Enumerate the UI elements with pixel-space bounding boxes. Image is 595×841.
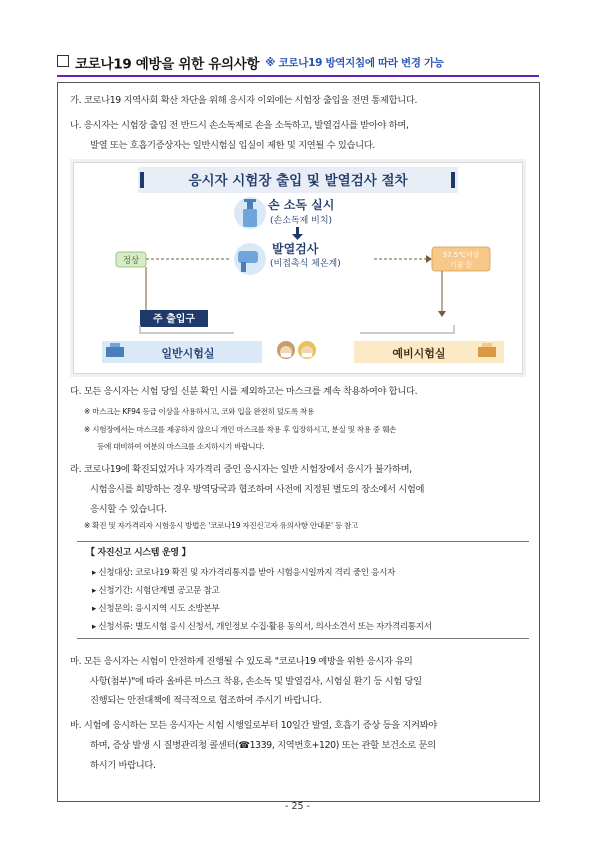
para-ma-line1: 마. 모든 응시자는 시험이 안전하게 진행될 수 있도록 "코로나19 예방을 위한 응시자 유의 [70, 656, 413, 667]
para-ba-line1: 바. 시험에 응시하는 모든 응시자는 시험 시행일로부터 10일간 발열, 호흡기 증상 등을 지켜봐야 [70, 720, 437, 731]
fever-arrow-head [426, 255, 432, 263]
title-bar-right [451, 172, 455, 188]
general-room-label: 일반시험실 [161, 347, 215, 360]
fever-label-1: 37.5℃이상 [442, 251, 480, 259]
self-report-item-text: 신청서류: 별도시험 응시 신청서, 개인정보 수집·활용 동의서, 의사소견서 또는 자가격리통지서 [98, 622, 432, 632]
para-ga: 가. 코로나19 지역사회 확산 차단을 위해 응시자 이외에는 시험장 출입을 전면 통제합니다. [70, 95, 418, 106]
para-na-line2: 발열 또는 호흡기증상자는 일반시험실 입실이 제한 및 지연될 수 있습니다. [90, 140, 375, 151]
self-report-title: 【 자진신고 시스템 운영 】 [86, 548, 191, 558]
title-sub: ※ 코로나19 방역지침에 따라 변경 가능 [265, 57, 444, 69]
self-report-item-text: 신청대상: 코로나19 확진 및 자가격리통지를 받아 시험응시일까지 격리 중인 응시자 [98, 568, 395, 578]
page-number: - 25 - [285, 801, 310, 812]
step2-sub: (비접촉식 체온계) [270, 259, 341, 269]
para-ra-line1: 라. 코로나19에 확진되었거나 자가격리 중인 응시자는 일반 시험장에서 응시가 불가하며, [70, 464, 412, 475]
sanitizer-icon [234, 197, 266, 229]
para-na-line1: 나. 응시자는 시험장 출입 전 반드시 손소독제로 손을 소독하고, 발열검사를 받아야 하며, [70, 120, 409, 131]
main-entrance-label: 주 출입구 [152, 314, 196, 325]
step1-sub: (손소독제 비치) [270, 216, 333, 226]
para-ba-line2: 하며, 증상 발생 시 질병관리청 콜센터(☎1339, 지역번호+120) 또는 관할 보건소로 문의 [90, 740, 436, 751]
self-report-item: ▸ 신청대상: 코로나19 확진 및 자가격리통지를 받아 시험응시일까지 격리 중인 응시자 [92, 568, 395, 578]
normal-label: 정상 [122, 256, 140, 266]
diagram-svg [74, 163, 522, 373]
self-report-item: ▸ 신청기간: 시험단계별 공고문 참고 [92, 586, 220, 596]
note-da-2a: ※ 시험장에서는 마스크를 제공하지 않으니 개인 마스크를 착용 후 입장하시고, 분실 및 착용 중 훼손 [84, 425, 397, 434]
title-underline [57, 75, 539, 77]
note-da-1: ※ 마스크는 KF94 등급 이상을 사용하시고, 코와 입을 완전히 덮도록 착용 [84, 407, 315, 416]
fever-down-arrow [438, 311, 446, 317]
para-ma-line2: 사항(첨부)"에 따라 올바른 마스크 착용, 손소독 및 발열검사, 시험실 환기 등 시험 당일 [90, 676, 422, 687]
para-ba-line3: 하시기 바랍니다. [90, 760, 156, 771]
title-bar-left [140, 172, 144, 188]
self-report-item: ▸ 신청서류: 별도시험 응시 신청서, 개인정보 수집·활용 동의서, 의사소견서 또는 자가격리통지서 [92, 622, 432, 632]
thermometer-icon [234, 243, 266, 275]
checkbox-icon [57, 55, 69, 67]
diagram-title: 응시자 시험장 출입 및 발열검사 절차 [188, 173, 408, 189]
step2-label: 발열검사 [272, 242, 319, 256]
section-title [57, 52, 537, 72]
para-ra-line3: 응시할 수 있습니다. [90, 504, 167, 515]
self-report-item-text: 신청기간: 시험단계별 공고문 참고 [98, 586, 220, 596]
para-ma-line3: 진행되는 안전대책에 적극적으로 협조하여 주시기 바랍니다. [90, 695, 322, 706]
self-report-item-text: 신청문의: 응시지역 시도 소방본부 [98, 604, 220, 614]
step1-label: 손 소독 실시 [268, 198, 335, 212]
entry-procedure-diagram [73, 162, 523, 374]
right-room-frame [360, 325, 454, 333]
reserve-room-label: 예비시험실 [392, 347, 446, 360]
note-ra: ※ 확진 및 자가격리자 시험응시 방법은 '코로나19 자진신고자 유의사항 안내문' 등 참고 [84, 521, 359, 530]
para-ra-line2: 시험응시를 희망하는 경우 방역당국과 협조하여 사전에 지정된 별도의 장소에서 시험에 [90, 484, 425, 495]
self-report-item: ▸ 신청문의: 응시지역 시도 소방본부 [92, 604, 220, 614]
fever-label-2: 기침 등 [449, 261, 473, 269]
down-arrow-icon [292, 227, 303, 240]
masked-people-icon [277, 341, 316, 359]
para-da: 다. 모든 응시자는 시험 당일 신분 확인 시를 제외하고는 마스크를 계속 착용하여야 합니다. [70, 386, 418, 397]
note-da-2b: 등에 대비하여 여분의 마스크를 소지하시기 바랍니다. [97, 442, 265, 451]
title-main: 코로나19 예방을 위한 유의사항 [75, 56, 260, 73]
